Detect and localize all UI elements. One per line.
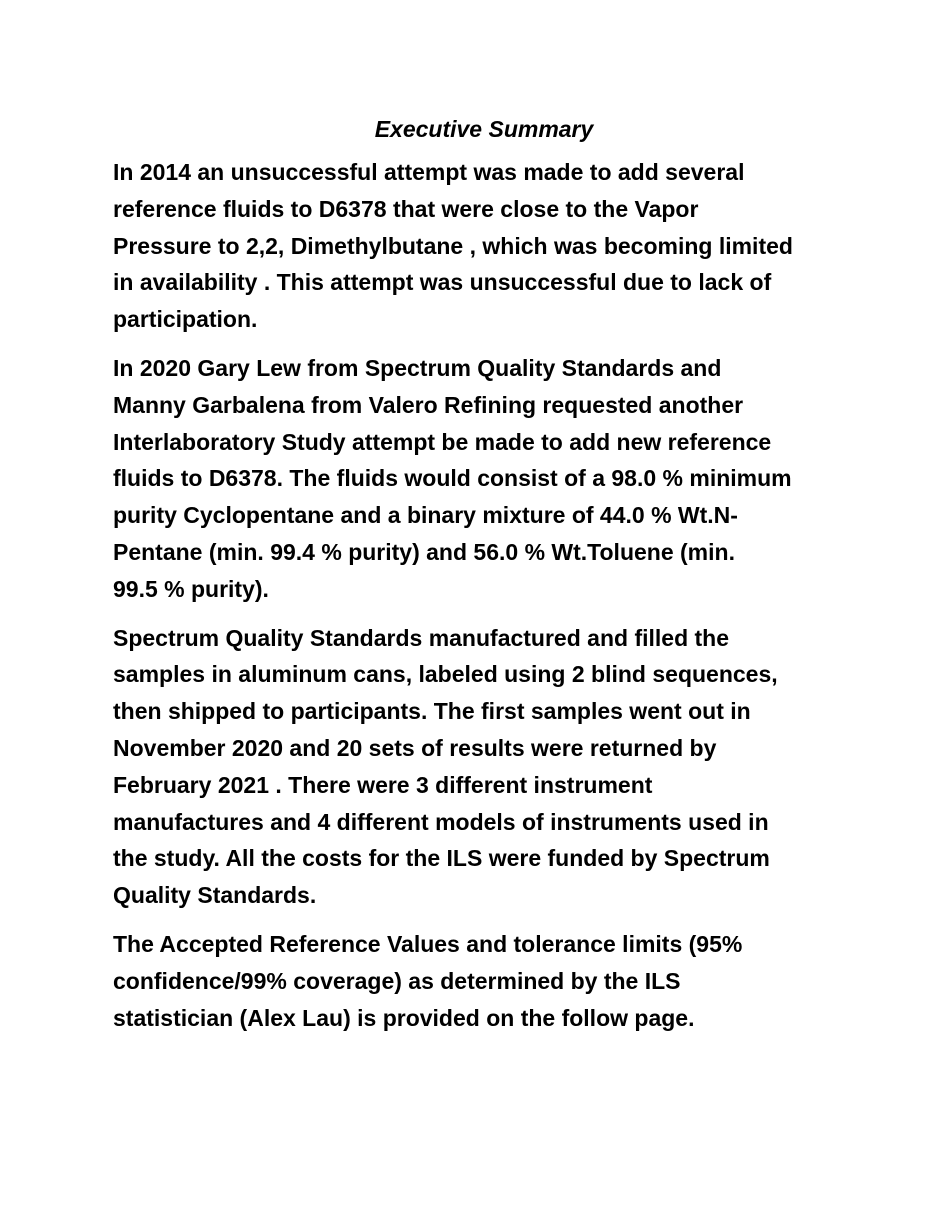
text-line: In 2020 Gary Lew from Spectrum Quality Standards and [113,354,722,381]
text-line: purity Cyclopentane and a binary mixture of 44.0 % Wt.N- [113,502,738,529]
text-line: in availability . This attempt was unsuccessful due to lack of [113,269,772,296]
text-line: November 2020 and 20 sets of results were returned by [113,734,717,761]
text-line: fluids to D6378. The fluids would consist of a 98.0 % minimum [113,465,792,492]
text-line: participation. [113,306,258,333]
text-line: 99.5 % purity). [113,575,269,602]
text-line: reference fluids to D6378 that were close to the Vapor [113,195,699,222]
text-line: manufactures and 4 different models of instruments used in [113,808,769,835]
text-line: In 2014 an unsuccessful attempt was made to add several [113,159,745,185]
paragraph-reference-values [113,926,845,1036]
paragraph-request-2020 [113,350,845,608]
text-line: the study. All the costs for the ILS were funded by Spectrum [113,845,770,872]
text-line: Manny Garbalena from Valero Refining requested another [113,391,744,418]
text-line: statistician (Alex Lau) is provided on the follow page. [113,1004,695,1031]
text-line: Quality Standards. [113,882,317,909]
paragraph-history-2014 [113,154,845,338]
text-line: The Accepted Reference Values and tolerance limits (95% [113,930,743,957]
text-line: confidence/99% coverage) as determined by the ILS [113,967,681,994]
paragraph-manufacturing [113,620,845,914]
text-line: Spectrum Quality Standards manufactured and filled the [113,624,730,651]
text-line: Pressure to 2,2, Dimethylbutane , which was becoming limited [113,232,793,259]
text-line: Pentane (min. 99.4 % purity) and 56.0 % Wt.Toluene (min. [113,538,735,565]
text-line: then shipped to participants. The first samples went out in [113,698,751,725]
text-line: Interlaboratory Study attempt be made to add new reference [113,428,772,455]
text-line: samples in aluminum cans, labeled using 2 blind sequences, [113,661,778,688]
text-line: February 2021 . There were 3 different instrument [113,771,653,798]
document-title: Executive Summary [374,116,594,142]
document-page [113,110,845,1048]
